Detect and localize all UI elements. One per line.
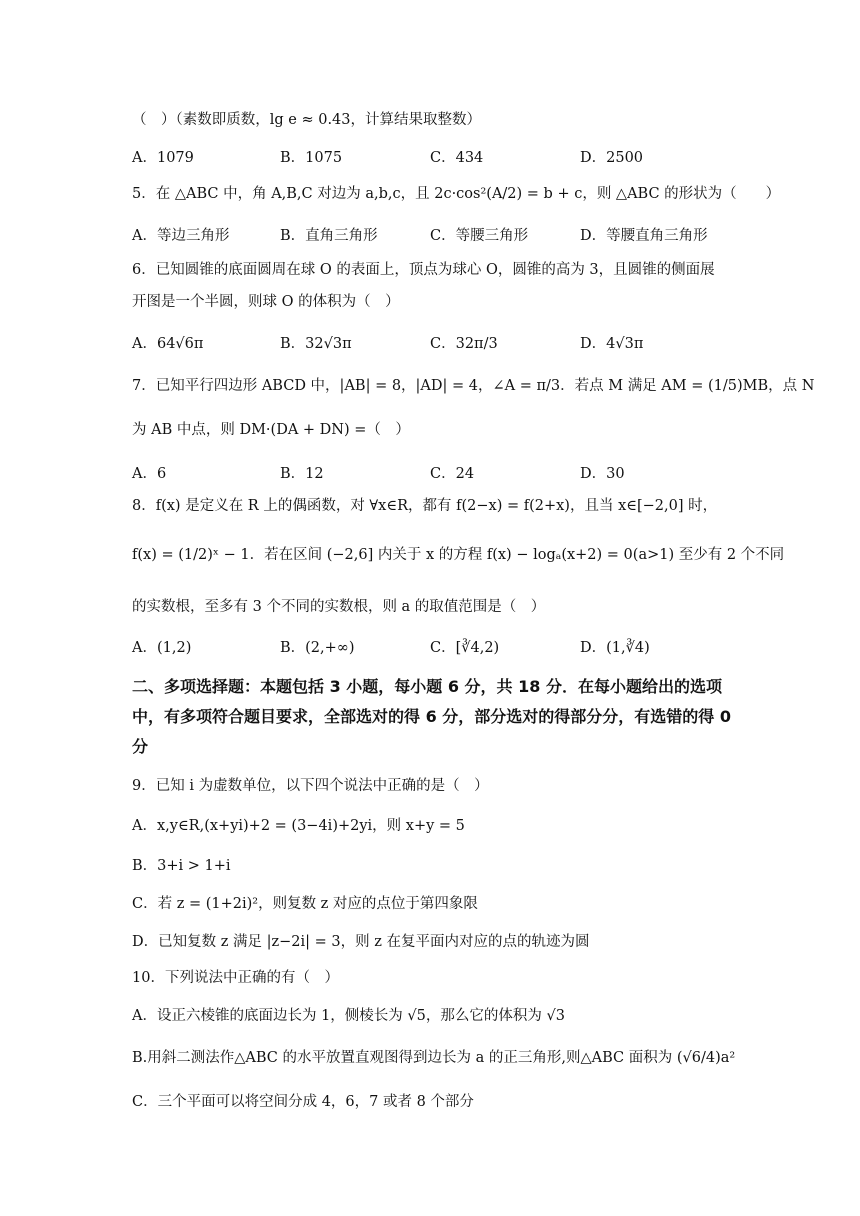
q5-stem: 5．在 △ABC 中，角 A,B,C 对边为 a,b,c，且 2c·cos²(A/2) = b + c，则 △ABC 的形状为（ ）	[132, 186, 781, 202]
q7-options	[132, 462, 732, 482]
q5-option-a: A．等边三角形	[132, 228, 230, 244]
q8-option-a: A．(1,2)	[132, 640, 192, 656]
q8-option-c: C．[∛4,2)	[430, 640, 500, 656]
q7-option-d: D．30	[580, 466, 625, 482]
q8-stem-line3: 的实数根，至多有 3 个不同的实数根，则 a 的取值范围是（ ）	[132, 599, 546, 615]
q4-option-d: D．2500	[580, 150, 644, 166]
q6-stem-line1: 6．已知圆锥的底面圆周在球 O 的表面上，顶点为球心 O，圆锥的高为 3，且圆锥的侧面展	[132, 262, 715, 278]
q9-option-b: B．3+i > 1+i	[132, 858, 231, 874]
q8-stem-line1: 8．f(x) 是定义在 R 上的偶函数，对 ∀x∈R，都有 f(2−x) = f(2+x)，且当 x∈[−2,0] 时，	[132, 498, 718, 514]
q6-options	[132, 332, 732, 352]
q9-option-a: A．x,y∈R,(x+yi)+2 = (3−4i)+2yi，则 x+y = 5	[132, 818, 465, 834]
q6-option-a: A．64√6π	[132, 336, 204, 352]
q4-tail: （ ）（素数即质数，lg e ≈ 0.43，计算结果取整数）	[132, 112, 482, 128]
q10-option-b: B.用斜二测法作△ABC 的水平放置直观图得到边长为 a 的正三角形,则△ABC 面积为 (√6/4)a²	[132, 1050, 736, 1066]
q4-option-a: A．1079	[132, 150, 194, 166]
q7-option-c: C．24	[430, 466, 475, 482]
q10-stem: 10．下列说法中正确的有（ ）	[132, 970, 339, 986]
section-heading-multiple-choice: 二、多项选择题：本题包括 3 小题，每小题 6 分，共 18 分．在每小题给出的选项中，有多项符合题目要求，全部选对的得 6 分，部分选对的得部分分，有选错的得 0 分	[132, 677, 731, 756]
q8-stem-line2: f(x) = (1/2)ˣ − 1．若在区间 (−2,6] 内关于 x 的方程 f(x) − logₐ(x+2) = 0(a>1) 至少有 2 个不同	[132, 547, 785, 563]
q5-option-c: C．等腰三角形	[430, 228, 529, 244]
q6-option-c: C．32π/3	[430, 336, 498, 352]
q8-option-d: D．(1,∛4)	[580, 640, 650, 656]
q6-stem-line2: 开图是一个半圆，则球 O 的体积为（ ）	[132, 294, 400, 310]
q10-option-a: A．设正六棱锥的底面边长为 1，侧棱长为 √5，那么它的体积为 √3	[132, 1008, 565, 1024]
q5-options	[132, 224, 732, 244]
q7-option-b: B．12	[280, 466, 324, 482]
q7-stem-line2: 为 AB 中点，则 DM·(DA + DN) =（ ）	[132, 422, 410, 438]
q8-options	[132, 636, 732, 656]
q7-stem-line1: 7．已知平行四边形 ABCD 中，|AB| = 8，|AD| = 4，∠A = π/3．若点 M 满足 AM = (1/5)MB，点 N	[132, 378, 815, 394]
q5-option-d: D．等腰直角三角形	[580, 228, 708, 244]
q8-option-b: B．(2,+∞)	[280, 640, 355, 656]
q9-stem: 9．已知 i 为虚数单位，以下四个说法中正确的是（ ）	[132, 778, 489, 794]
q7-option-a: A．6	[132, 466, 167, 482]
q10-option-c: C．三个平面可以将空间分成 4，6，7 或者 8 个部分	[132, 1094, 474, 1110]
q6-option-b: B．32√3π	[280, 336, 352, 352]
q9-option-d: D．已知复数 z 满足 |z−2i| = 3，则 z 在复平面内对应的点的轨迹为圆	[132, 934, 590, 950]
q4-option-b: B．1075	[280, 150, 343, 166]
q4-option-c: C．434	[430, 150, 484, 166]
q4-options	[132, 146, 732, 166]
q9-option-c: C．若 z = (1+2i)²，则复数 z 对应的点位于第四象限	[132, 896, 478, 912]
q6-option-d: D．4√3π	[580, 336, 644, 352]
q5-option-b: B．直角三角形	[280, 228, 378, 244]
